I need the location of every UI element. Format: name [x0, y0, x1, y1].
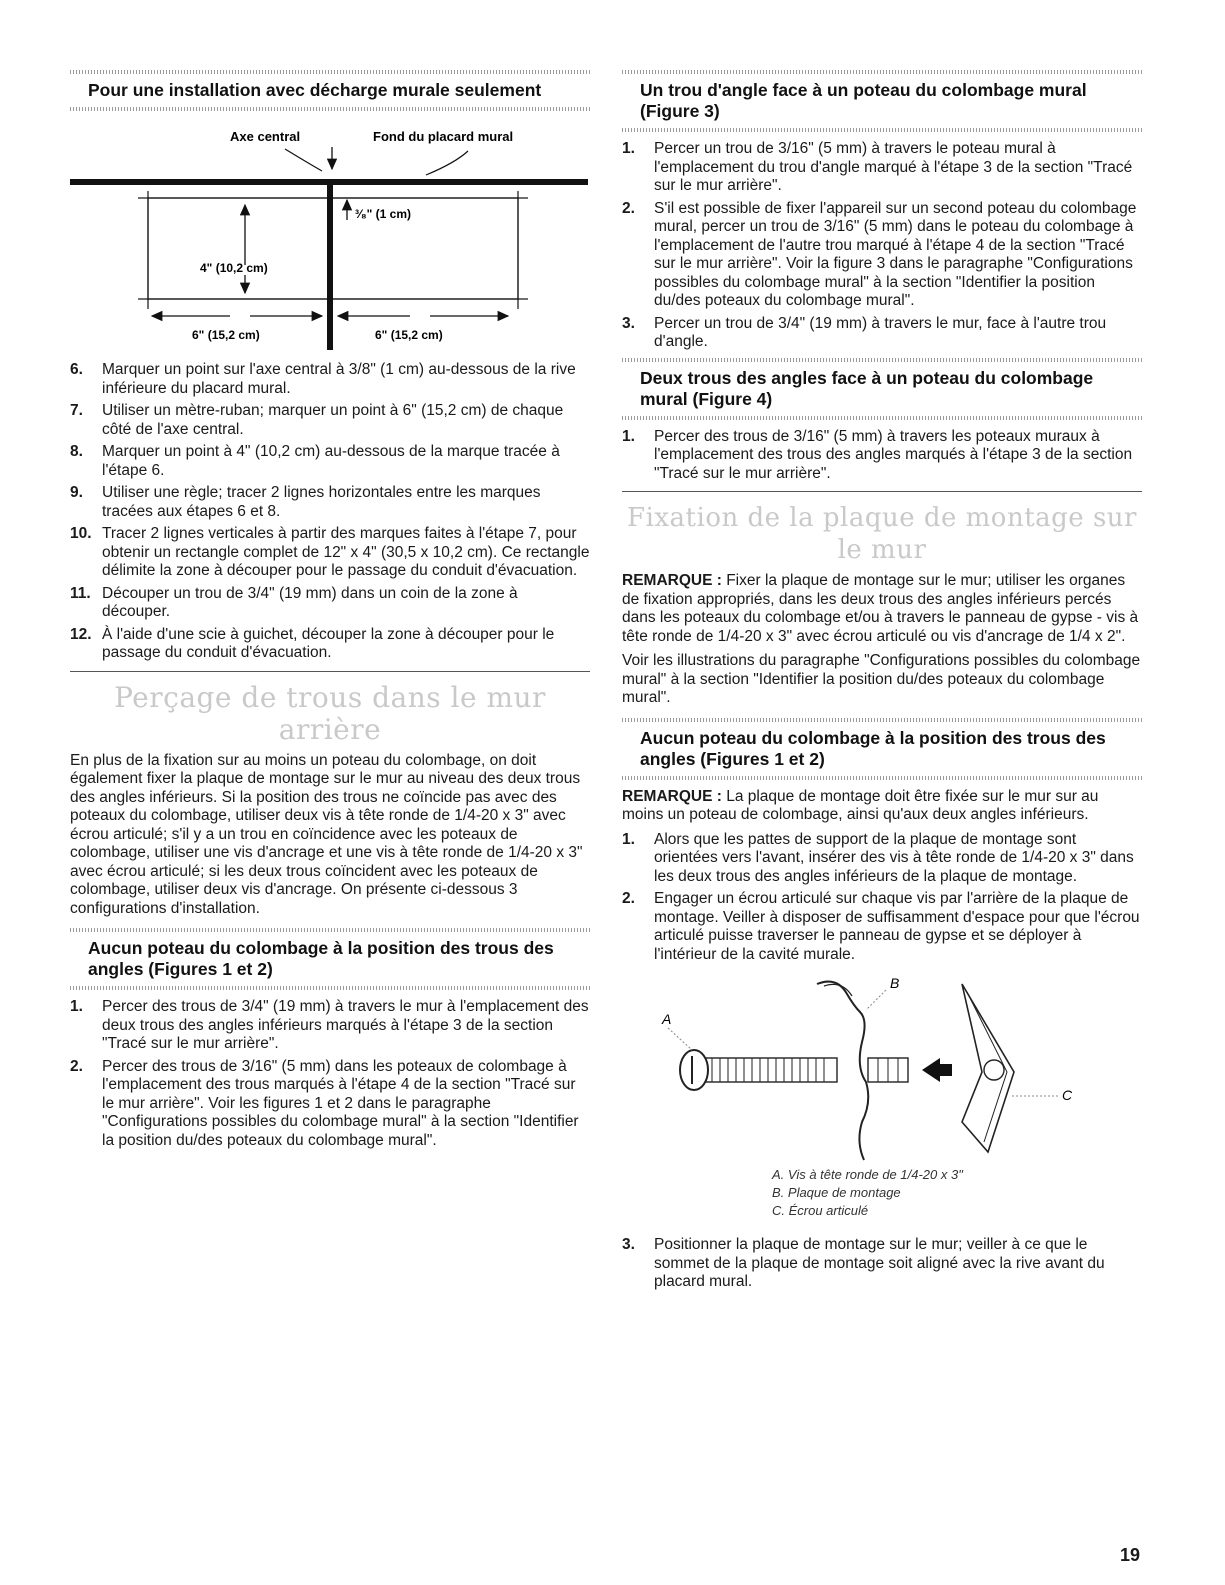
remarque-text: Fixer la plaque de montage sur le mur; utiliser les organes de fixation appropriés, dans les deux trous des angles inférieurs percés dans les poteaux du colombage et/ou à travers le panneau de gypse - vis à tête ronde de 1/4-20 x 3" avec écrou articulé ou vis d'ancrage de 1/4 x 2".	[622, 572, 1139, 645]
right-column	[622, 70, 1142, 1298]
step-text: Utiliser une règle; tracer 2 lignes horizontales entre les marques tracées aux étapes 6 et 8.	[102, 484, 541, 520]
step-number: 10.	[70, 525, 92, 542]
pointer-back	[426, 151, 468, 175]
step-number: 2.	[70, 1057, 83, 1075]
step-number: 7.	[70, 402, 83, 419]
list-item	[622, 315, 1142, 352]
step-text: Marquer un point sur l'axe central à 3/8" (1 cm) au-dessous de la rive inférieure du placard mural.	[102, 361, 576, 397]
divider	[70, 70, 590, 74]
step-text: Percer un trou de 3/16" (5 mm) à travers le poteau mural à l'emplacement du trou d'angle marqué à l'étape 3 de la section "Tracé sur le mur arrière".	[654, 140, 1133, 194]
remarque-text: La plaque de montage doit être fixée sur le mur sur au moins un poteau de colombage, ainsi qu'aux deux angles inférieurs.	[622, 787, 1099, 823]
step-number: 1.	[70, 998, 83, 1015]
divider	[622, 358, 1142, 362]
list-item	[70, 484, 590, 521]
heading-no-stud: Aucun poteau du colombage à la position des trous des angles (Figures 1 et 2)	[88, 938, 554, 979]
center-axis-line	[327, 185, 333, 350]
step-text: Découper un trou de 3/4" (19 mm) dans un coin de la zone à découper.	[102, 584, 518, 620]
screw-head	[680, 1050, 708, 1090]
step-number: 2.	[622, 890, 635, 907]
remarque-paragraph-2	[622, 788, 1142, 825]
list-item	[70, 585, 590, 622]
section-title-drilling: Perçage de trous dans le mur arrière	[114, 680, 546, 746]
list-item	[622, 140, 1142, 196]
wall-cutout-diagram	[70, 125, 590, 353]
voir-paragraph: Voir les illustrations du paragraphe "Configurations possibles du colombage mural" à la section "Identifier la position du/des poteaux du colombage mural".	[622, 652, 1141, 706]
list-item	[70, 361, 590, 398]
list-item	[70, 626, 590, 663]
list-item	[70, 998, 590, 1054]
step-number: 1.	[622, 427, 635, 445]
remarque-paragraph	[622, 572, 1142, 646]
label-6in-left: 6" (15,2 cm)	[192, 328, 260, 342]
step-number: 8.	[70, 443, 83, 460]
divider	[622, 491, 1142, 492]
step-text: Alors que les pattes de support de la plaque de montage sont orientées vers l'avant, insérer des vis à tête ronde de 1/4-20 x 3" dans les deux trous des angles inférieurs de la plaque de montage.	[654, 830, 1134, 885]
steps-list-b	[70, 998, 590, 1150]
list-item	[70, 443, 590, 480]
step-number: 12.	[70, 625, 92, 643]
step-text: Tracer 2 lignes verticales à partir des marques faites à l'étape 7, pour obtenir un rectangle complet de 12" x 4" (30,5 x 10,2 cm). Ce rectangle délimite la zone à découper pour le passage du conduit d'évacuation.	[102, 525, 590, 579]
step-number: 1.	[622, 140, 635, 157]
divider	[622, 776, 1142, 780]
label-b: B	[890, 975, 900, 991]
direction-arrow-icon	[922, 1058, 952, 1082]
step-text: À l'aide d'une scie à guichet, découper la zone à découper pour le passage du conduit d'évacuation.	[102, 625, 555, 661]
step-text: Percer des trous de 3/16" (5 mm) à travers les poteaux muraux à l'emplacement des trous des angles marqués à l'étape 3 de la section "Tracé sur le mur arrière".	[654, 427, 1133, 482]
step-text: Percer des trous de 3/16" (5 mm) dans les poteaux de colombage à l'emplacement des trous marqués à l'étape 4 de la section "Tracé sur le mur arrière". Voir les figures 1 et 2 dans le paragraphe "Configurations possibles du colombage mural" à la section "Identifier la position du/des poteaux du colombage mural".	[102, 1057, 579, 1149]
toggle-bolt-diagram	[622, 972, 1142, 1162]
label-a: A	[662, 1011, 672, 1027]
list-item	[622, 890, 1142, 964]
divider	[70, 107, 590, 111]
label-3-8: ³⁄₈" (1 cm)	[355, 207, 411, 221]
list-item	[70, 1058, 590, 1151]
label-4in: 4" (10,2 cm)	[200, 261, 268, 275]
cabinet-bottom-edge	[70, 179, 588, 185]
step-text: Percer des trous de 3/4" (19 mm) à travers le mur à l'emplacement des deux trous des angles inférieurs marqués à l'étape 3 de la section "Tracé sur le mur arrière".	[102, 998, 589, 1052]
step-text: Engager un écrou articulé sur chaque vis par l'arrière de la plaque de montage. Veiller à disposer de suffisamment d'espace pour que l'écrou articulé puisse traverser le panneau de gypse et se déployer à l'intérieur de la cavité murale.	[654, 890, 1140, 963]
heading-wall-discharge: Pour une installation avec décharge murale seulement	[88, 80, 542, 100]
list-item	[70, 402, 590, 439]
divider	[622, 128, 1142, 132]
divider	[622, 416, 1142, 420]
remarque-label: REMARQUE :	[622, 787, 722, 805]
heading-no-stud-right: Aucun poteau du colombage à la position des trous des angles (Figures 1 et 2)	[640, 727, 1106, 769]
intro-paragraph: En plus de la fixation sur au moins un poteau du colombage, on doit également fixer la plaque de montage sur le mur au niveau des deux trous des angles inférieurs. Si la position des trous ne coïncide pas avec des poteaux du colombage, utiliser deux vis à tête ronde de 1/4-20 x 3" avec écrou articulé; s'il y a un trou en coïncidence avec les poteaux de colombage, utiliser une vis d'ancrage et une vis à tête ronde de 1/4-20 x 3" avec écrou articulé; si les deux trous coïncident avec les poteaux de colombage, utiliser deux vis d'ancrage. On présente ci-dessous 3 configurations d'installation.	[70, 751, 583, 917]
step-text: Marquer un point à 4" (10,2 cm) au-dessous de la marque tracée à l'étape 6.	[102, 443, 560, 479]
leader-b	[866, 990, 886, 1010]
step-number: 2.	[622, 199, 635, 217]
divider	[70, 928, 590, 932]
step-number: 6.	[70, 361, 83, 378]
list-item	[622, 428, 1142, 484]
label-axis: Axe central	[230, 129, 301, 144]
steps-list-right-c	[622, 831, 1142, 965]
label-back: Fond du placard mural	[373, 129, 514, 144]
divider	[622, 718, 1142, 722]
legend-item: C. Écrou articulé	[772, 1203, 869, 1218]
list-item	[622, 831, 1142, 887]
page-number: 19	[1119, 1545, 1140, 1565]
steps-list-right-d	[622, 1236, 1142, 1292]
step-number: 9.	[70, 484, 83, 501]
wall-cutout-svg	[70, 125, 590, 353]
list-item	[622, 1236, 1142, 1292]
label-c: C	[1062, 1087, 1073, 1103]
screw-shaft	[702, 1058, 837, 1082]
step-number: 3.	[622, 1236, 635, 1253]
step-number: 3.	[622, 314, 635, 332]
toggle-nut-hub	[984, 1060, 1004, 1080]
leader-a	[668, 1028, 692, 1050]
toggle-bolt-svg	[622, 972, 1142, 1162]
figure-legend	[772, 1166, 1142, 1220]
heading-two-corners: Deux trous des angles face à un poteau du colombage mural (Figure 4)	[640, 367, 1094, 409]
list-item	[622, 200, 1142, 311]
label-6in-right: 6" (15,2 cm)	[375, 328, 443, 342]
left-column	[70, 70, 590, 1156]
list-item	[70, 525, 590, 581]
section-title-mounting: Fixation de la plaque de montage sur le mur	[627, 503, 1137, 565]
heading-one-corner: Un trou d'angle face à un poteau du colombage mural (Figure 3)	[640, 80, 1087, 121]
pointer-axis	[285, 149, 322, 171]
steps-list-right-b	[622, 428, 1142, 484]
step-text: Utiliser un mètre-ruban; marquer un point à 6" (15,2 cm) de chaque côté de l'axe central.	[102, 402, 564, 438]
step-text: S'il est possible de fixer l'appareil sur un second poteau du colombage mural, percer un trou de 3/16" (5 mm) dans le poteau du colombage à l'emplacement de l'autre trou marqué à l'étape 4 de la section "Tracé sur le mur arrière". Voir la figure 3 dans le paragraphe "Configurations possibles du colombage mural" à la section "Identifier la position du/des poteaux du colombage mural".	[654, 199, 1137, 309]
steps-list-right-a	[622, 140, 1142, 352]
legend-item: A. Vis à tête ronde de 1/4-20 x 3"	[772, 1167, 963, 1182]
step-number: 1.	[622, 830, 635, 848]
divider	[622, 70, 1142, 74]
step-text: Percer un trou de 3/4" (19 mm) à travers le mur, face à l'autre trou d'angle.	[654, 314, 1107, 350]
divider	[70, 671, 590, 672]
step-number: 11.	[70, 584, 91, 602]
divider	[70, 986, 590, 990]
steps-list-a	[70, 361, 590, 663]
step-text: Positionner la plaque de montage sur le mur; veiller à ce que le sommet de la plaque de montage soit aligné avec la rive avant du placard mural.	[654, 1236, 1105, 1290]
legend-item: B. Plaque de montage	[772, 1185, 901, 1200]
remarque-label: REMARQUE :	[622, 572, 722, 589]
